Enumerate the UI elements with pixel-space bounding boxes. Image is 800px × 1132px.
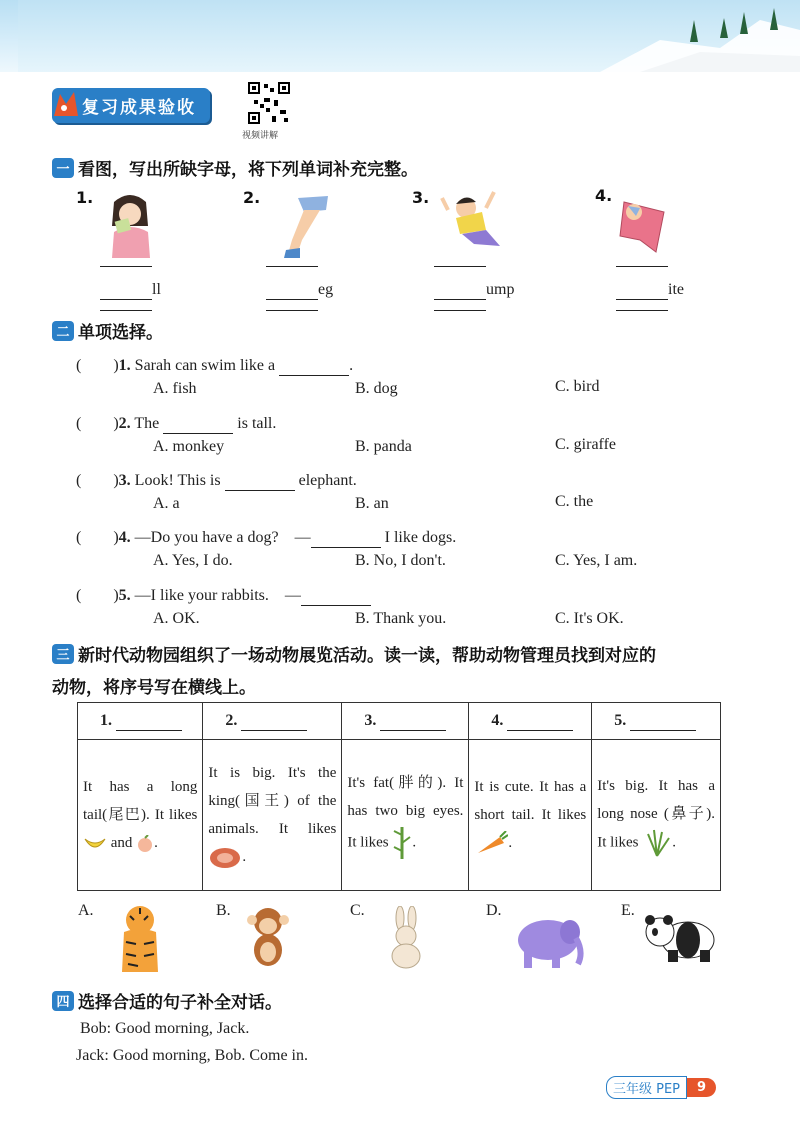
answer-paren[interactable]: ( )	[76, 587, 119, 604]
description-cell	[78, 740, 203, 891]
qr-code-icon[interactable]	[246, 80, 292, 126]
animal-label: D.	[486, 902, 502, 919]
answer-line[interactable]	[616, 266, 668, 267]
description-cell	[203, 740, 342, 891]
description-text: It is cute. It has a short tail. It likes	[474, 779, 587, 823]
animal-label: B.	[216, 902, 231, 919]
description-text: and	[110, 835, 133, 851]
description-text: .	[508, 835, 513, 851]
question-row	[76, 582, 371, 606]
description-text: .	[672, 834, 677, 851]
mountain-landscape-icon	[0, 0, 800, 72]
header-number: 3.	[364, 711, 377, 729]
header-answer-blank[interactable]	[116, 712, 182, 731]
section3-title-line2: 动物，将序号写在横线上。	[52, 678, 256, 698]
option-c[interactable]: C. It's OK.	[555, 610, 624, 627]
section1-title: 看图，写出所缺字母，将下列单词补充完整。	[78, 160, 418, 180]
header-answer-blank[interactable]	[507, 712, 573, 731]
question-stem: —Do you have a dog? —	[134, 529, 311, 546]
question-stem-end: elephant.	[298, 472, 357, 489]
question-number: 2.	[118, 415, 131, 432]
dialogue-line: Bob: Good morning, Jack.	[80, 1020, 250, 1037]
question-blank[interactable]	[163, 415, 233, 434]
question-number: 5.	[118, 587, 131, 604]
option-b[interactable]: B. dog	[355, 380, 398, 397]
question-blank[interactable]	[225, 472, 295, 491]
description-text: .	[242, 849, 247, 865]
option-a[interactable]: A. fish	[153, 380, 197, 397]
page-number: 9	[687, 1078, 716, 1097]
word-fill-row	[100, 281, 161, 300]
question-row	[76, 467, 357, 491]
answer-line[interactable]	[266, 310, 318, 311]
description-text: It's fat(胖的). It has two big eyes. It likes	[347, 775, 464, 851]
description-text: It's big. It has a long nose (鼻子). It likes	[597, 778, 715, 851]
header-number: 5.	[614, 711, 627, 729]
word-suffix: ump	[486, 281, 515, 298]
word-fill-row	[434, 281, 514, 300]
pic-item-number: 2.	[243, 188, 261, 207]
option-b[interactable]: B. panda	[355, 438, 412, 455]
tiger-icon	[112, 902, 170, 974]
word-suffix: eg	[318, 281, 334, 298]
header-number: 4.	[491, 711, 504, 729]
question-row	[76, 352, 353, 376]
boy-jumping-icon	[440, 186, 510, 256]
answer-line[interactable]	[100, 310, 152, 311]
meat-icon	[208, 846, 242, 870]
pic-item-number: 4.	[595, 186, 613, 205]
question-stem-end: is tall.	[237, 415, 277, 432]
section3-title-line1: 新时代动物园组织了一场动物展览活动。读一读，帮助动物管理员找到对应的	[78, 646, 656, 666]
answer-line[interactable]	[266, 266, 318, 267]
question-stem: Sarah can swim like a	[134, 357, 276, 374]
option-b[interactable]: B. Thank you.	[355, 610, 447, 627]
rabbit-icon	[384, 906, 430, 970]
leg-icon	[274, 194, 336, 258]
question-number: 1.	[118, 357, 131, 374]
question-stem: Look! This is	[134, 472, 221, 489]
answer-line[interactable]	[434, 266, 486, 267]
review-banner	[52, 88, 210, 122]
girl-sneezing-icon	[100, 192, 162, 258]
answer-paren[interactable]: ( )	[76, 529, 119, 546]
option-a[interactable]: A. monkey	[153, 438, 225, 455]
pic-item-number: 1.	[76, 188, 94, 207]
description-text: .	[412, 834, 417, 851]
option-a[interactable]: A. a	[153, 495, 180, 512]
section4-number: 四	[52, 991, 74, 1011]
description-text: It is big. It's the king(国王) of the animals. It likes	[208, 765, 337, 837]
word-suffix: ite	[668, 281, 684, 298]
option-c[interactable]: C. Yes, I am.	[555, 552, 638, 569]
question-stem-end: I like dogs.	[384, 529, 457, 546]
question-blank[interactable]	[279, 357, 349, 376]
answer-paren[interactable]: ( )	[76, 472, 119, 489]
answer-blank[interactable]	[100, 281, 152, 300]
section2-title: 单项选择。	[78, 323, 163, 343]
word-suffix: ll	[152, 281, 161, 298]
description-cell	[592, 740, 721, 891]
header-number: 2.	[225, 711, 238, 729]
animal-label: A.	[78, 902, 94, 919]
section1-heading	[52, 155, 418, 180]
question-stem: The	[134, 415, 160, 432]
header-answer-blank[interactable]	[630, 712, 696, 731]
question-stem: —I like your rabbits. —	[134, 587, 301, 604]
table-header-cell	[592, 703, 721, 740]
option-b[interactable]: B. an	[355, 495, 389, 512]
header-band	[0, 0, 800, 72]
header-number: 1.	[100, 711, 112, 729]
answer-line[interactable]	[434, 310, 486, 311]
header-answer-blank[interactable]	[241, 712, 307, 731]
kite-icon	[616, 196, 672, 254]
table-header-cell	[342, 703, 469, 740]
header-answer-blank[interactable]	[380, 712, 446, 731]
option-b[interactable]: B. No, I don't.	[355, 552, 446, 569]
description-cell	[469, 740, 592, 891]
word-fill-row	[616, 281, 684, 300]
banner-title: 复习成果验收	[52, 88, 210, 123]
option-c[interactable]: C. bird	[555, 378, 600, 395]
question-row	[76, 524, 456, 548]
table-header-cell	[203, 703, 342, 740]
dialogue-line: Jack: Good morning, Bob. Come in.	[76, 1047, 308, 1064]
option-c[interactable]: C. the	[555, 493, 594, 510]
question-row	[76, 410, 276, 434]
animal-label: C.	[350, 902, 365, 919]
table-header-cell	[78, 703, 203, 740]
panda-icon	[642, 912, 718, 962]
description-text: .	[154, 835, 158, 851]
grass-icon	[642, 828, 672, 858]
question-number: 4.	[118, 529, 131, 546]
table-header-cell	[469, 703, 592, 740]
grade-label: 三年级 PEP	[606, 1076, 687, 1099]
section3-heading	[52, 641, 656, 666]
answer-line[interactable]	[100, 266, 152, 267]
peach-icon	[136, 835, 154, 853]
question-stem-end: .	[349, 357, 354, 374]
option-c[interactable]: C. giraffe	[555, 436, 617, 453]
section2-number: 二	[52, 321, 74, 341]
word-fill-row	[266, 281, 333, 300]
answer-line[interactable]	[616, 310, 668, 311]
description-text: It has a long tail(尾巴). It likes	[83, 779, 198, 823]
elephant-icon	[508, 912, 586, 970]
answer-paren[interactable]: ( )	[76, 415, 119, 432]
zoo-matching-table	[77, 702, 721, 891]
answer-blank[interactable]	[434, 281, 486, 300]
section3-number: 三	[52, 644, 74, 664]
qr-caption: 视频讲解	[242, 131, 279, 141]
option-a[interactable]: A. Yes, I do.	[153, 552, 233, 569]
pic-item-number: 3.	[412, 188, 430, 207]
question-number: 3.	[118, 472, 131, 489]
option-a[interactable]: A. OK.	[153, 610, 200, 627]
answer-blank[interactable]	[266, 281, 318, 300]
carrot-icon	[474, 831, 508, 857]
bamboo-icon	[392, 825, 412, 861]
answer-paren[interactable]: ( )	[76, 357, 119, 374]
fox-mascot-icon	[48, 86, 84, 122]
monkey-icon	[244, 904, 296, 970]
section2-heading	[52, 318, 163, 343]
section3-heading-cont	[52, 673, 256, 698]
section4-heading	[52, 988, 282, 1013]
question-blank[interactable]	[301, 587, 371, 606]
animal-label: E.	[621, 902, 635, 919]
page-badge	[606, 1076, 716, 1099]
section1-number: 一	[52, 158, 74, 178]
banana-icon	[83, 835, 107, 853]
section4-title: 选择合适的句子补全对话。	[78, 993, 282, 1013]
answer-blank[interactable]	[616, 281, 668, 300]
question-blank[interactable]	[311, 529, 381, 548]
description-cell	[342, 740, 469, 891]
